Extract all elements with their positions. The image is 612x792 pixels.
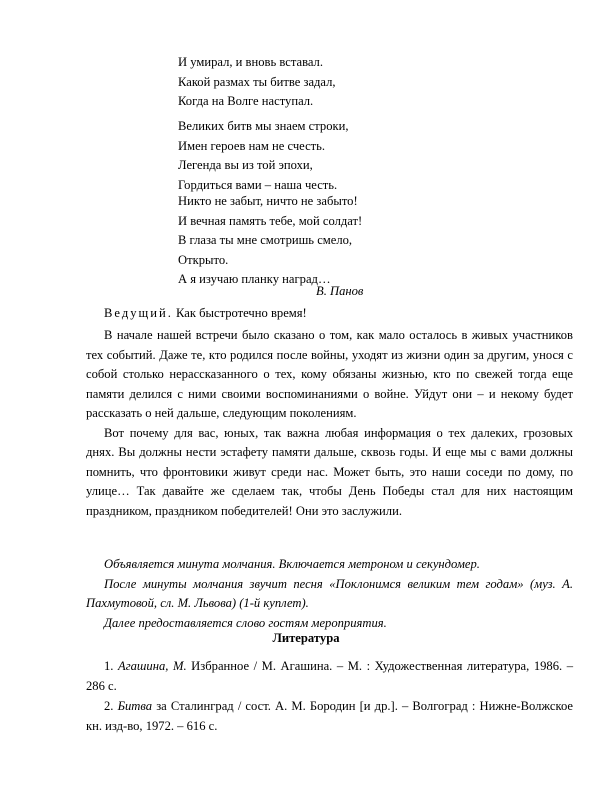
- stage-directions: [86, 555, 573, 633]
- item-text: за Сталинград / сост. А. М. Бородин [и др.]. – Волгоград : Нижне-Волжское кн. изд-во, 1972. – 616 с.: [86, 699, 573, 733]
- item-author: Агашина, М.: [118, 659, 187, 673]
- poem-line: Легенда вы из той эпохи,: [178, 158, 313, 172]
- poem-line: Какой размах ты битве задал,: [178, 74, 336, 89]
- poem-line: Имен героев нам не счесть.: [178, 138, 326, 153]
- poem-line: Великих битв мы знаем строки,: [178, 119, 349, 133]
- speech-body: [86, 326, 573, 521]
- poem-line: А я изучаю планку наград…: [178, 272, 331, 286]
- item-author: Битва: [117, 699, 153, 713]
- poem-line: И умирал, и вновь вставал.: [178, 55, 323, 69]
- literature-heading: Литература: [272, 631, 340, 645]
- poem-line: Когда на Волге наступал.: [178, 94, 314, 108]
- stage-note: Объявляется минута молчания. Включается метроном и секундомер.: [104, 557, 480, 571]
- speech-paragraph: Вот почему для вас, юных, так важна любая информация о тех далеких, грозовых днях. Вы должны нести эстафету памяти дальше, сквозь годы. И еще мы с вами должны помнить, что фронтовики живут среди нас. Может быть, это наши соседи по дому, по улице… Так давайте же сделаем так, чтобы День Победы стал для них настоящим праздником, праздником победителей! Они это заслужили.: [86, 425, 573, 518]
- speaker-line: [104, 306, 307, 321]
- poem-author: В. Панов: [316, 284, 364, 298]
- poem-line: Открыто.: [178, 252, 229, 267]
- poem-stanza-2: [178, 117, 349, 195]
- speaker-name: Ведущий.: [104, 306, 173, 320]
- item-number: 2.: [104, 699, 114, 713]
- literature-item: [86, 696, 573, 736]
- item-number: 1.: [104, 659, 114, 673]
- literature-list: [86, 656, 573, 736]
- poem-line: Гордиться вами – наша честь.: [178, 177, 338, 192]
- item-text: Избранное / М. Агашина. – М. : Художественная литература, 1986. – 286 с.: [86, 659, 574, 693]
- poem-line: В глаза ты мне смотришь смело,: [178, 233, 353, 247]
- poem-stanza-3: [178, 192, 362, 290]
- poem-line: Никто не забыт, ничто не забыто!: [178, 194, 358, 208]
- speaker-text: Как быстротечно время!: [176, 306, 307, 320]
- speech-paragraph: В начале нашей встречи было сказано о том, как мало осталось в живых участников тех событий. Даже те, кто родился после войны, уходят из жизни один за другим, унося с собой столько нерассказанного о тех, кому обязаны жизнью, кто по свежей тогда еще памяти делился с ними своими воспоминаниями о войне. Уйдут они – и некому будет рассказать о ней дальше, следующим поколениям.: [86, 328, 573, 420]
- poem-stanza-1: [178, 53, 336, 112]
- stage-note: Далее предоставляется слово гостям мероприятия.: [104, 615, 387, 630]
- stage-note: После минуты молчания звучит песня «Поклонимся великим тем годам» (муз. А. Пахмутовой, сл. М. Львова) (1-й куплет).: [86, 576, 573, 610]
- poem-line: И вечная память тебе, мой солдат!: [178, 213, 363, 228]
- literature-item: [86, 656, 573, 696]
